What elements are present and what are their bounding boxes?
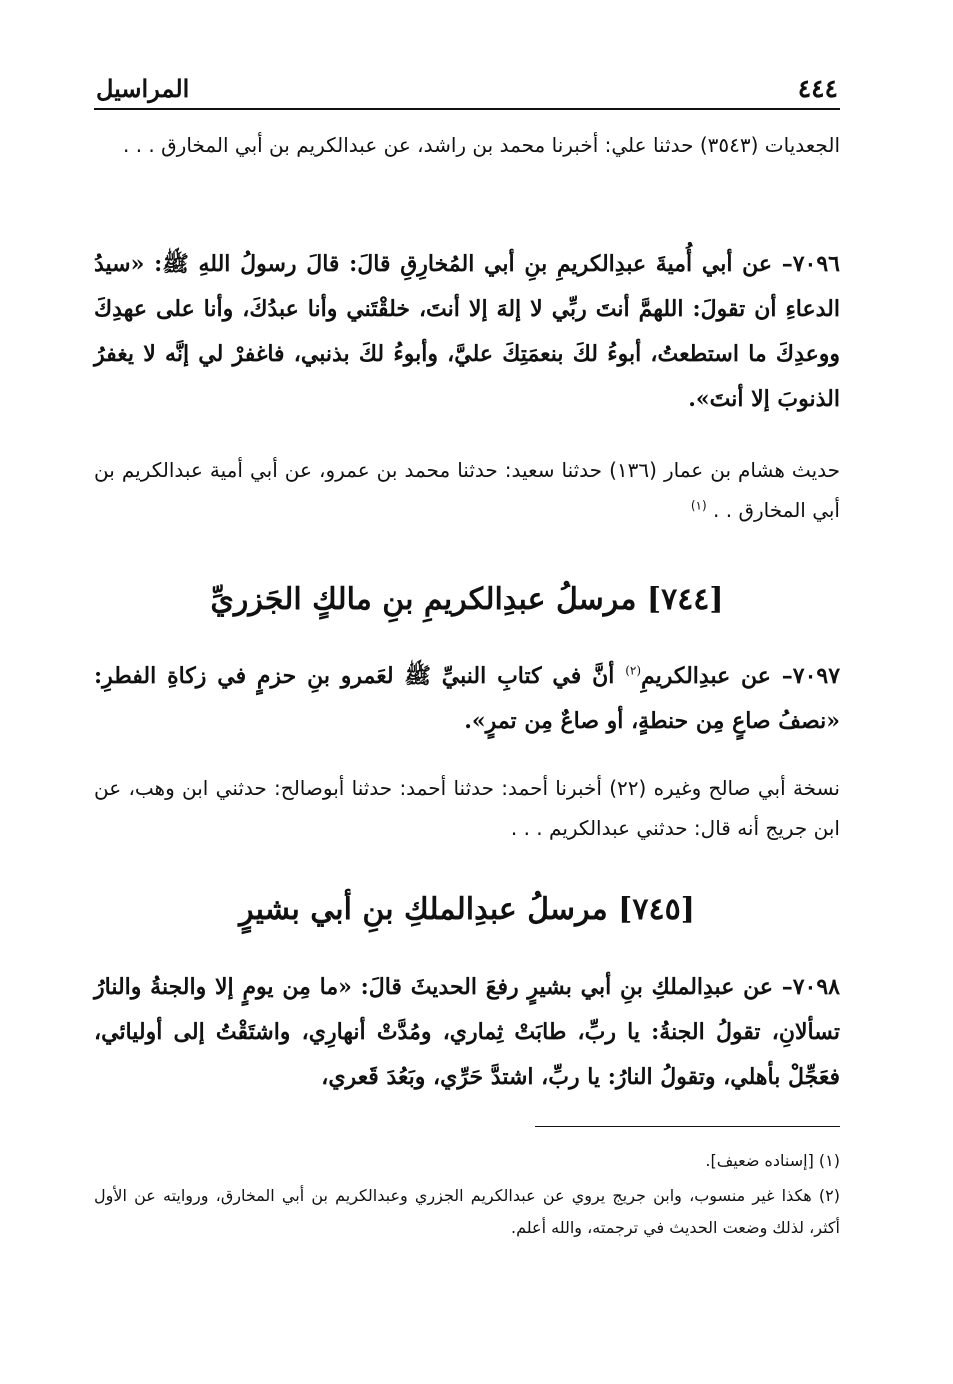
- source-paragraph-7097: نسخة أبي صالح وغيره (٢٢) أخبرنا أحمد: حدثنا أحمد: حدثنا أبوصالح: حدثني ابن وهب، عن ابن جريج أنه قال: حدثني عبدالكريم . . .: [94, 776, 840, 840]
- footnote-ref-1: (١): [690, 498, 707, 513]
- hadith-7098: ٧٠٩٨– عن عبدِالملكِ بنِ أبي بشيرٍ رفعَ الحديثَ قالَ: «ما مِن يومٍ إلا والجنةُ والنارُ تسألانِ، تقولُ الجنةُ: يا ربِّ، طابَتْ ثِماري، ومُدَّتْ أنهارِي، واشتَقْتُ إلى أوليائي، فعَجِّلْ بأهلي، وتقولُ النارُ: يا ربِّ، اشتدَّ حَرِّي، وبَعُدَ قَعري،: [94, 974, 840, 1090]
- book-page: [94, 60, 840, 1320]
- page-header: [94, 72, 840, 110]
- running-title: المراسيل: [96, 74, 190, 103]
- footnote-ref-2: (٢): [625, 663, 642, 678]
- source-paragraph-7095: الجعديات (٣٥٤٣) حدثنا علي: أخبرنا محمد بن راشد، عن عبدالكريم بن أبي المخارق . . .: [123, 133, 840, 157]
- section-heading-745: [٧٤٥] مرسلُ عبدِالملكِ بنِ أبي بشيرٍ: [239, 892, 695, 927]
- footnote-1: (١) [إسناده ضعيف].: [705, 1151, 840, 1170]
- hadith-text-rest: أنَّ في كتابِ النبيِّ ﷺ لعَمرو بنِ حزمٍ في زكاةِ الفطرِ: «نصفُ صاعٍ مِن حنطةٍ، أو صاعٌ مِن تمرٍ».: [94, 663, 840, 734]
- hadith-7096: ٧٠٩٦– عن أبي أُميةَ عبدِالكريمِ بنِ أبي المُخارِقِ قالَ: قالَ رسولُ اللهِ ﷺ: «سيدُ الدعاءِ أن تقولَ: اللهمَّ أنتَ ربِّي لا إلهَ إلا أنتَ، خلقْتَني وأنا عبدُكَ، وأنا على عهدِكَ ووعدِكَ ما استطعتُ، أبوءُ لكَ بنعمَتِكَ عليَّ، وأبوءُ لكَ بذنبي، فاغفرْ لي إنَّه لا يغفرُ الذنوبَ إلا أنتَ».: [94, 251, 840, 412]
- hadith-7097: [94, 654, 840, 744]
- page-number: ٤٤٤: [797, 74, 838, 103]
- footnote-2: (٢) هكذا غير منسوب، وابن جريج يروي عن عبدالكريم الجزري وعبدالكريم بن أبي المخارق، وروايته عن الأول أكثر، لذلك وضعت الحديث في ترجمته، والله أعلم.: [94, 1186, 840, 1237]
- source-text: حديث هشام بن عمار (١٣٦) حدثنا سعيد: حدثنا محمد بن عمرو، عن أبي أمية عبدالكريم بن أبي المخارق . .: [94, 458, 840, 522]
- section-heading-744: [٧٤٤] مرسلُ عبدِالكريمِ بنِ مالكٍ الجَزريِّ: [210, 582, 724, 617]
- source-paragraph-7096: [94, 450, 840, 530]
- footnote-separator: [535, 1126, 840, 1127]
- hadith-text-start: ٧٠٩٧– عن عبدِالكريمِ: [641, 663, 841, 689]
